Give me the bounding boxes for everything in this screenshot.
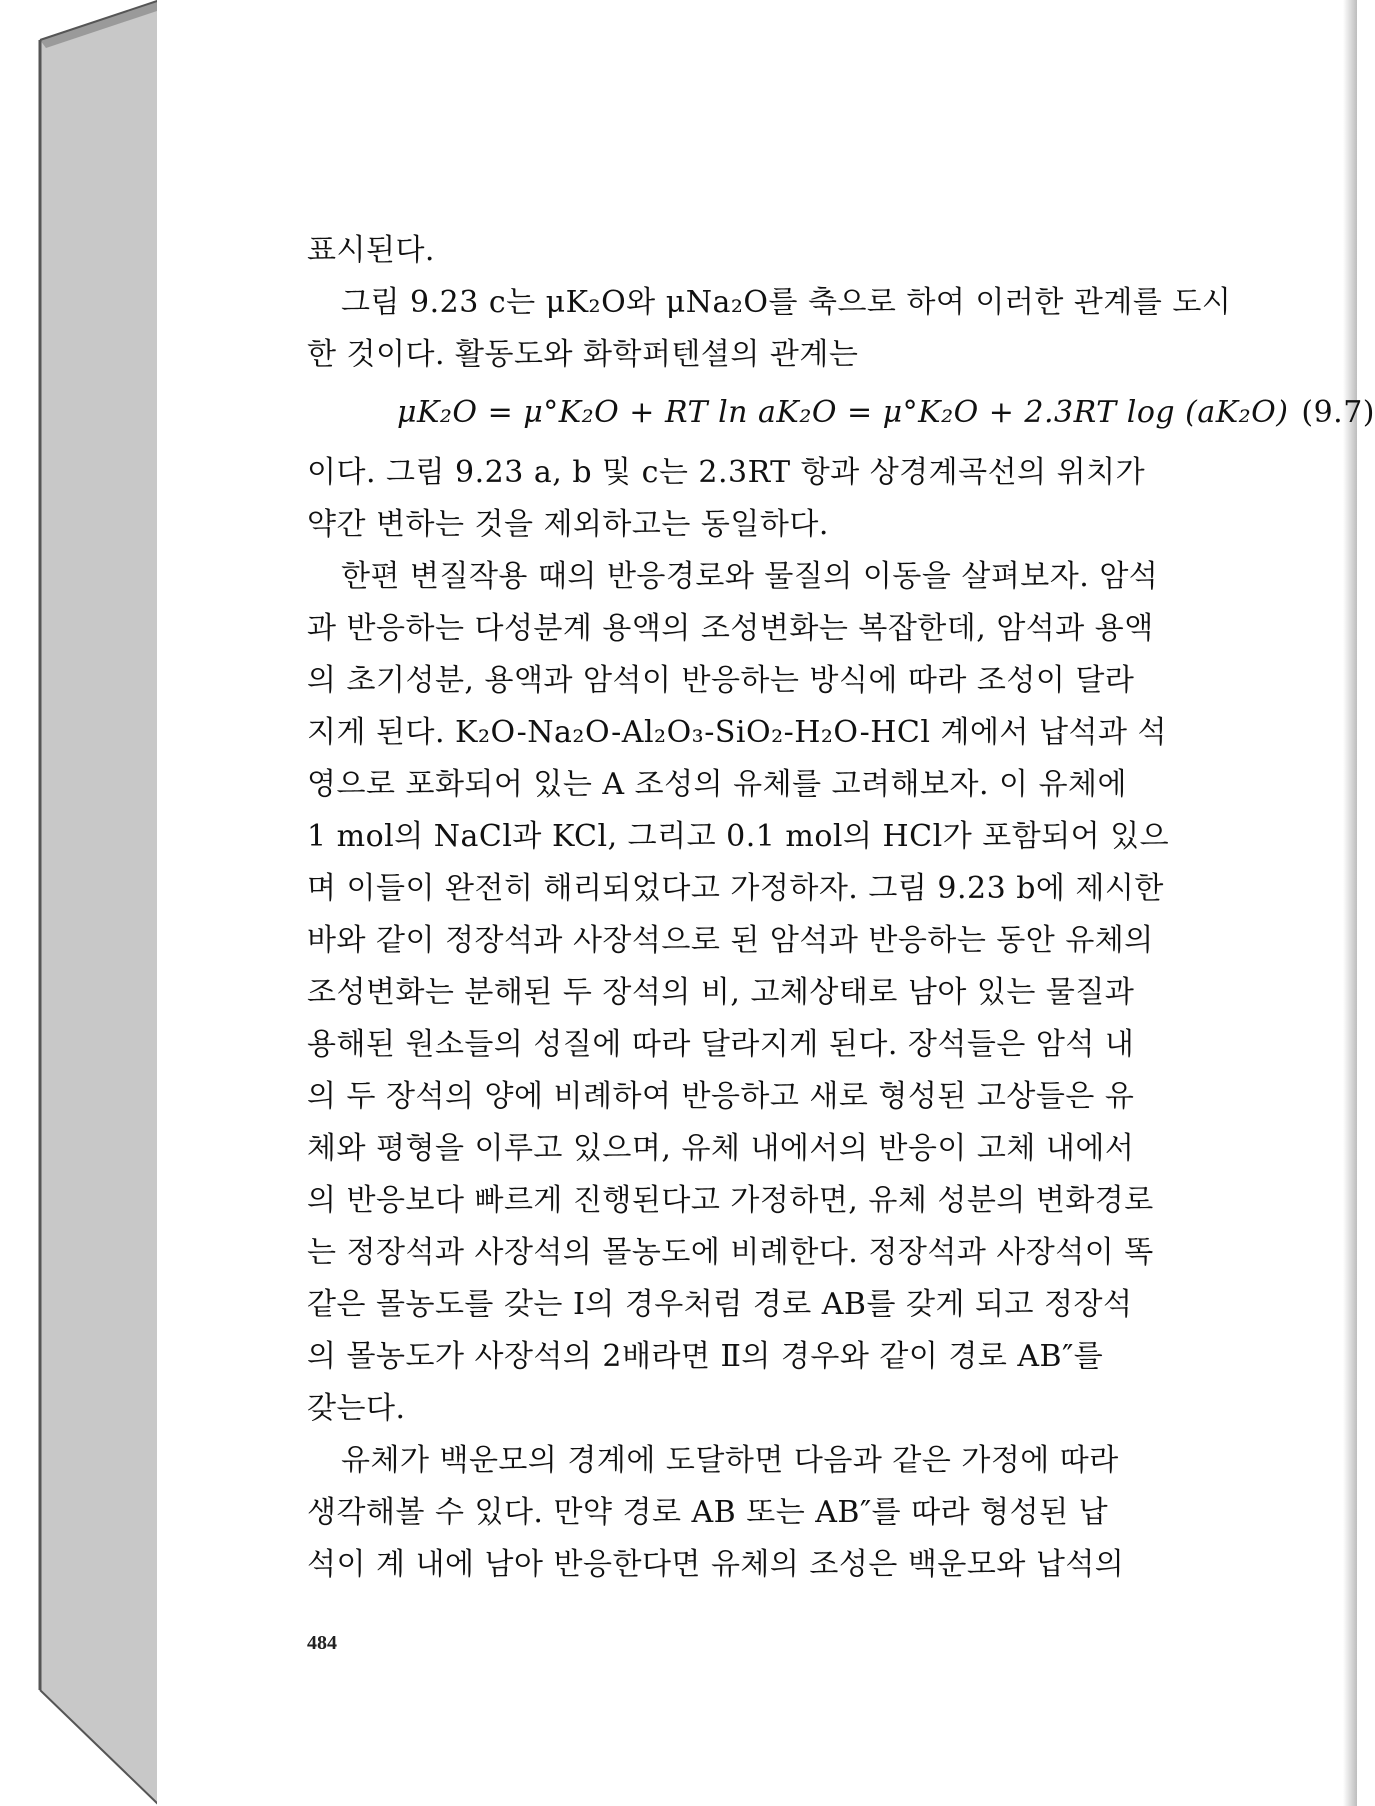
page-number: 484 <box>307 1632 337 1654</box>
text-line: 며 이들이 완전히 해리되었다고 가정하자. 그림 9.23 b에 제시한 <box>307 871 1164 906</box>
text-line: 한편 변질작용 때의 반응경로와 물질의 이동을 살펴보자. 암석 <box>341 559 1159 594</box>
text-line: 석이 계 내에 남아 반응한다면 유체의 조성은 백운모와 납석의 <box>307 1547 1125 1582</box>
text-line: 같은 몰농도를 갖는 I의 경우처럼 경로 AB를 갖게 되고 정장석 <box>307 1287 1133 1322</box>
text-line: 는 정장석과 사장석의 몰농도에 비례한다. 정장석과 사장석이 똑 <box>307 1235 1154 1270</box>
equation-number: (9.7) <box>1301 395 1375 430</box>
text-line: 의 초기성분, 용액과 암석이 반응하는 방식에 따라 조성이 달라 <box>307 663 1135 698</box>
text-line: 과 반응하는 다성분계 용액의 조성변화는 복잡한데, 암석과 용액 <box>307 611 1154 646</box>
text-line: 그림 9.23 c는 μK₂O와 μNa₂O를 축으로 하여 이러한 관계를 도시 <box>341 285 1232 320</box>
text-line: 약간 변하는 것을 제외하고는 동일하다. <box>307 507 829 542</box>
text-line: 체와 평형을 이루고 있으며, 유체 내에서의 반응이 고체 내에서 <box>307 1131 1135 1166</box>
text-line: 1 mol의 NaCl과 KCl, 그리고 0.1 mol의 HCl가 포함되어 있으 <box>307 819 1170 854</box>
text-line: 영으로 포화되어 있는 A 조성의 유체를 고려해보자. 이 유체에 <box>307 767 1128 802</box>
equation: μK₂O = μ°K₂O + RT ln aK₂O = μ°K₂O + 2.3RT log (aK₂O) <box>397 395 1289 430</box>
body-text <box>307 225 1375 1591</box>
text-line: 조성변화는 분해된 두 장석의 비, 고체상태로 남아 있는 물질과 <box>307 975 1135 1010</box>
text-line: 생각해볼 수 있다. 만약 경로 AB 또는 AB″를 따라 형성된 납 <box>307 1495 1109 1530</box>
text-line: 한 것이다. 활동도와 화학퍼텐셜의 관계는 <box>307 337 859 372</box>
text-line: 지게 된다. K₂O-Na₂O-Al₂O₃-SiO₂-H₂O-HCl 계에서 납석과 석 <box>307 715 1167 750</box>
text-line: 의 두 장석의 양에 비례하여 반응하고 새로 형성된 고상들은 유 <box>307 1079 1135 1114</box>
equation-row <box>307 387 1375 439</box>
text-line: 의 몰농도가 사장석의 2배라면 Ⅱ의 경우와 같이 경로 AB″를 <box>307 1339 1104 1374</box>
text-line: 이다. 그림 9.23 a, b 및 c는 2.3RT 항과 상경계곡선의 위치가 <box>307 455 1146 490</box>
book-page <box>157 0 1375 1806</box>
book-spine <box>40 0 160 1806</box>
text-line: 유체가 백운모의 경계에 도달하면 다음과 같은 가정에 따라 <box>341 1443 1119 1478</box>
text-line: 의 반응보다 빠르게 진행된다고 가정하면, 유체 성분의 변화경로 <box>307 1183 1154 1218</box>
text-line: 바와 같이 정장석과 사장석으로 된 암석과 반응하는 동안 유체의 <box>307 923 1154 958</box>
text-line: 표시된다. <box>307 233 435 268</box>
text-line: 용해된 원소들의 성질에 따라 달라지게 된다. 장석들은 암석 내 <box>307 1027 1135 1062</box>
text-line: 갖는다. <box>307 1391 406 1426</box>
